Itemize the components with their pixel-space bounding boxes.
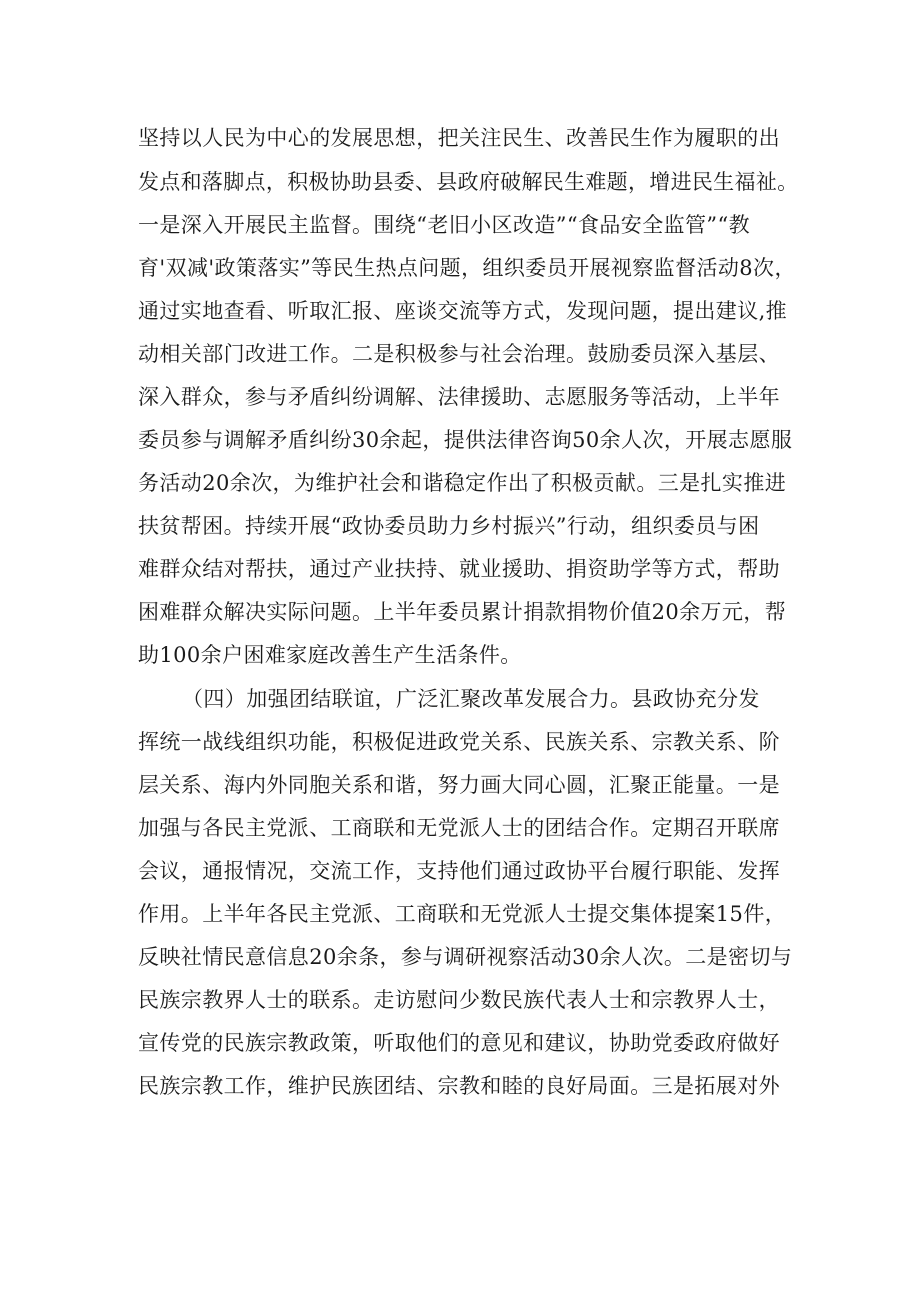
text-line: 反映社情民意信息20余条，参与调研视察活动30余人次。二是密切与 xyxy=(138,945,793,969)
text-line: 深入群众，参与矛盾纠纷调解、法律援助、志愿服务等活动，上半年 xyxy=(138,385,780,409)
text-line: 作用。上半年各民主党派、工商联和无党派人士提交集体提案15件， xyxy=(138,902,787,926)
text-line: 难群众结对帮扶，通过产业扶持、就业援助、捐资助学等方式，帮助 xyxy=(138,557,780,581)
text-line: 一是深入开展民主监督。围绕“老旧小区改造”“食品安全监管”“教 xyxy=(138,213,751,237)
text-line: 民族宗教工作，维护民族团结、宗教和睦的良好局面。三是拓展对外 xyxy=(138,1074,780,1098)
text-line: 困难群众解决实际问题。上半年委员累计捐款捐物价值20余万元，帮 xyxy=(138,600,787,624)
text-line: 层关系、海内外同胞关系和谐，努力画大同心圆，汇聚正能量。一是 xyxy=(138,773,780,797)
section-heading-line: （四）加强团结联谊，广泛汇聚改革发展合力。县政协充分发 xyxy=(182,687,760,711)
text-line: 育'双减'政策落实”等民生热点问题，组织委员开展视察监督活动8次， xyxy=(138,256,796,280)
text-line: 发点和落脚点，积极协助县委、县政府破解民生难题，增进民生福祉。 xyxy=(138,170,799,194)
text-line: 动相关部门改进工作。二是积极参与社会治理。鼓励委员深入基层、 xyxy=(138,342,780,366)
text-line: 坚持以人民为中心的发展思想，把关注民生、改善民生作为履职的出 xyxy=(138,126,780,150)
text-line: 助100余户困难家庭改善生产生活条件。 xyxy=(138,643,522,667)
text-line: 务活动20余次，为维护社会和谐稳定作出了积极贡献。三是扎实推进 xyxy=(138,471,787,495)
text-line: 扶贫帮困。持续开展“政协委员助力乡村振兴”行动，组织委员与困 xyxy=(138,514,760,538)
text-line: 通过实地查看、听取汇报、座谈交流等方式，发现问题，提出建议,推 xyxy=(138,299,788,323)
text-line: 挥统一战线组织功能，积极促进政党关系、民族关系、宗教关系、阶 xyxy=(138,730,780,754)
text-line: 宣传党的民族宗教政策，听取他们的意见和建议，协助党委政府做好 xyxy=(138,1031,780,1055)
text-line: 会议，通报情况，交流工作，支持他们通过政协平台履行职能、发挥 xyxy=(138,859,780,883)
text-line: 民族宗教界人士的联系。走访慰问少数民族代表人士和宗教界人士， xyxy=(138,988,780,1012)
text-line: 委员参与调解矛盾纠纷30余起，提供法律咨询50余人次，开展志愿服 xyxy=(138,428,793,452)
text-line: 加强与各民主党派、工商联和无党派人士的团结合作。定期召开联席 xyxy=(138,816,780,840)
